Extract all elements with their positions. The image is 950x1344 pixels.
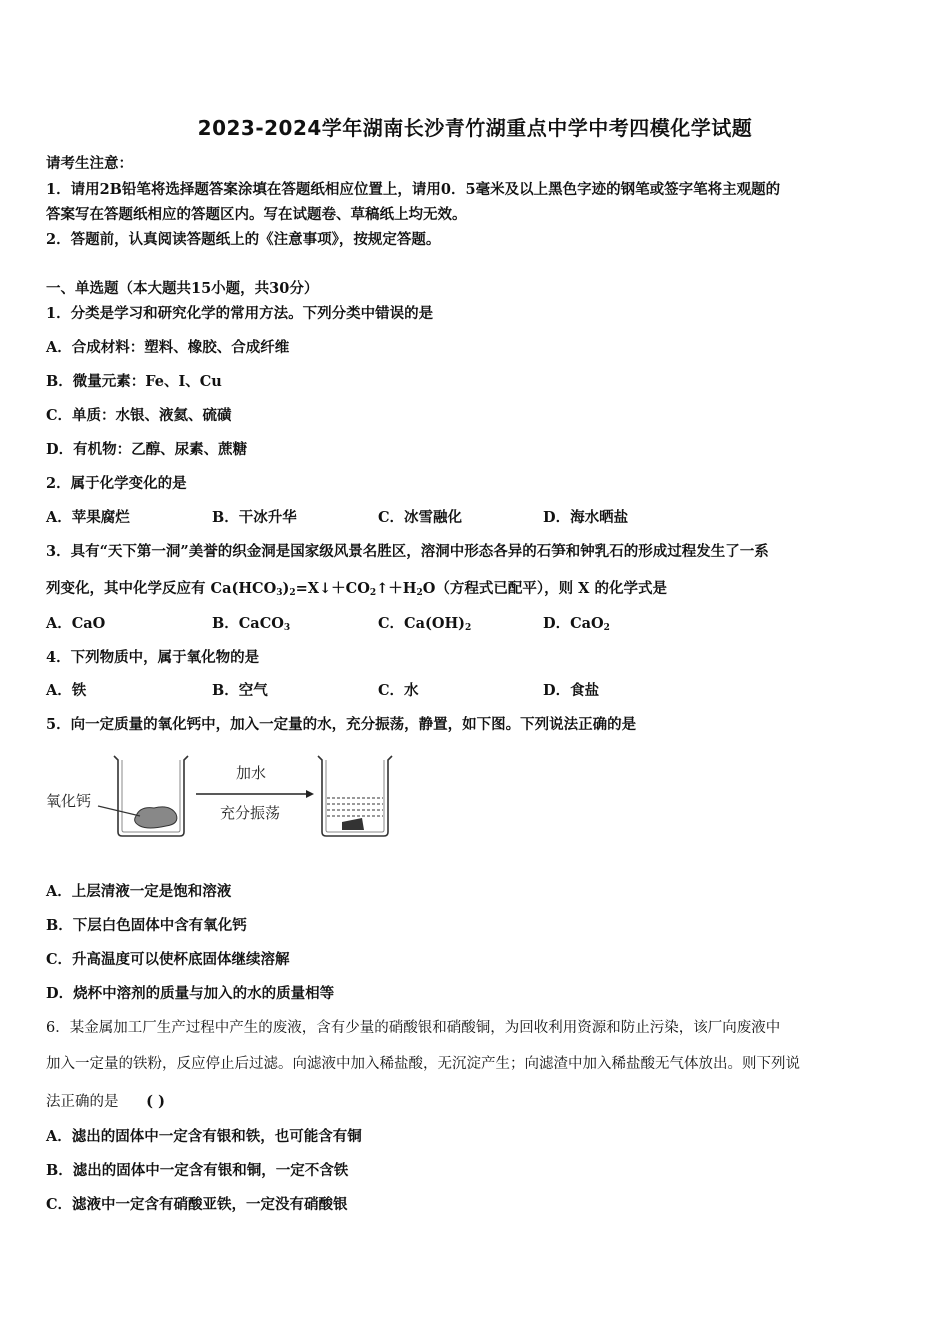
question-1-option-a[interactable]: A．合成材料：塑料、橡胶、合成纤维 (46, 339, 290, 356)
notice-item-1-line-1: 1．请用2B铅笔将选择题答案涂填在答题纸相应位置上，请用0．5毫米及以上黑色字迹的钢笔或签字笔将主观题的 (46, 181, 781, 198)
question-2-option-c[interactable]: C．冰雪融化 (378, 509, 463, 526)
answer-blank: ( ) (146, 1093, 165, 1110)
exam-title: 2023-2024学年湖南长沙青竹湖重点中学中考四模化学试题 (197, 116, 753, 140)
question-6-option-a[interactable]: A．滤出的固体中一定含有银和铁，也可能含有铜 (46, 1128, 362, 1145)
calcium-oxide-label: 氧化钙 (46, 792, 92, 810)
question-6-option-c[interactable]: C．滤液中一定含有硝酸亚铁，一定没有硝酸银 (46, 1196, 348, 1213)
question-4-option-d[interactable]: D．食盐 (543, 682, 600, 699)
question-3-stem-line-2: 列变化，其中化学反应有 $Ca(HCO_3)_2=X↓+CO_2↑+H_2O$（方程式已配平），则 X 的化学式是 (46, 580, 667, 598)
right-beaker-icon (318, 756, 392, 836)
question-1-stem: 1．分类是学习和研究化学的常用方法。下列分类中错误的是 (46, 305, 434, 322)
question-5-option-d[interactable]: D．烧杯中溶剂的质量与加入的水的质量相等 (46, 985, 335, 1002)
question-6-stem-line-1: 6．某金属加工厂生产过程中产生的废液，含有少量的硝酸银和硝酸铜，为回收利用资源和防止污染，该厂向废液中 (46, 1020, 781, 1036)
question-2-option-b[interactable]: B．干冰升华 (212, 509, 297, 526)
question-3-stem-line-1: 3．具有“天下第一洞”美誉的织金洞是国家级风景名胜区，溶洞中形态各异的石笋和钟乳石的形成过程发生了一系 (46, 543, 769, 560)
question-5-option-a[interactable]: A．上层清液一定是饱和溶液 (46, 883, 232, 900)
question-6-option-b[interactable]: B．滤出的固体中一定含有银和铜，一定不含铁 (46, 1162, 349, 1179)
question-3-option-d[interactable]: D．CaO$_2$ (543, 615, 610, 633)
question-6-stem-line-2: 加入一定量的铁粉，反应停止后过滤。向滤液中加入稀盐酸，无沉淀产生；向滤渣中加入稀盐酸无气体放出。则下列说 (46, 1056, 800, 1072)
question-3-option-c[interactable]: C．$Ca(OH)_2$ (378, 615, 472, 633)
question-1-option-c[interactable]: C．单质：水银、液氦、硫磺 (46, 407, 232, 424)
question-2-option-a[interactable]: A．苹果腐烂 (46, 509, 130, 526)
question-2-option-d[interactable]: D．海水晒盐 (543, 509, 629, 526)
question-3-option-a[interactable]: A．CaO (46, 615, 106, 632)
notice-item-1-line-2: 答案写在答题纸相应的答题区内。写在试题卷、草稿纸上均无效。 (46, 206, 467, 223)
notice-item-2: 2．答题前，认真阅读答题纸上的《注意事项》，按规定答题。 (46, 231, 441, 248)
beaker-diagram (44, 750, 404, 842)
question-4-option-b[interactable]: B．空气 (212, 682, 268, 699)
question-3-option-b[interactable]: B．CaCO$_3$ (212, 615, 291, 633)
section-heading: 一、单选题（本大题共15小题，共30分） (46, 280, 319, 297)
question-5-option-c[interactable]: C．升高温度可以使杯底固体继续溶解 (46, 951, 290, 968)
arrow-label-shake: 充分振荡 (220, 804, 281, 822)
notice-heading: 请考生注意： (46, 155, 133, 172)
question-2-stem: 2．属于化学变化的是 (46, 475, 187, 492)
question-1-option-b[interactable]: B．微量元素：Fe、I、Cu (46, 373, 222, 390)
label-pointer-line (98, 806, 140, 816)
question-5-option-b[interactable]: B．下层白色固体中含有氧化钙 (46, 917, 247, 934)
question-4-option-a[interactable]: A．铁 (46, 682, 87, 699)
question-4-stem: 4．下列物质中，属于氧化物的是 (46, 649, 260, 666)
question-5-stem: 5．向一定质量的氧化钙中，加入一定量的水，充分振荡，静置，如下图。下列说法正确的是 (46, 716, 637, 733)
arrow-head-icon (306, 790, 314, 798)
arrow-label-add-water: 加水 (236, 764, 267, 782)
left-beaker-icon (114, 756, 188, 836)
question-6-stem-line-3: 法正确的是 ( ) (46, 1093, 165, 1110)
question-1-option-d[interactable]: D．有机物：乙醇、尿素、蔗糖 (46, 441, 248, 458)
question-4-option-c[interactable]: C．水 (378, 682, 419, 699)
